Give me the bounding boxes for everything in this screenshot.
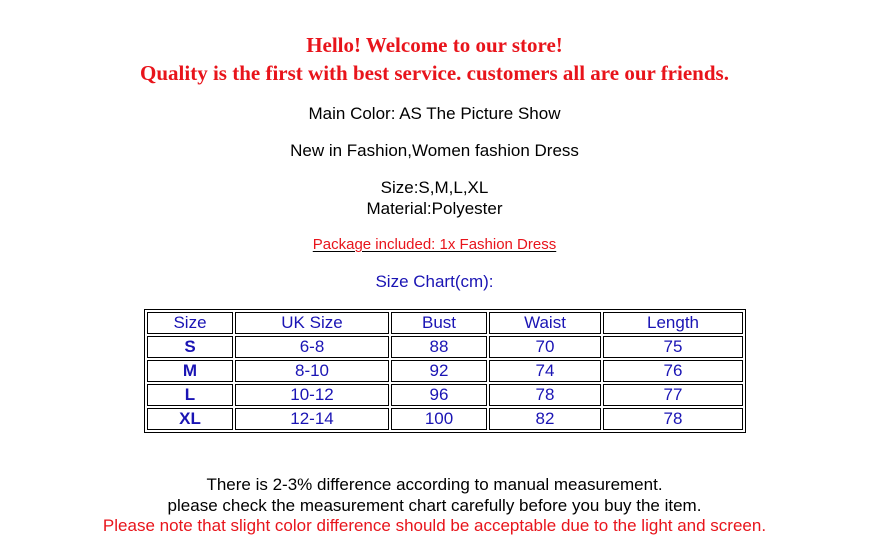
color-difference-note: Please note that slight color difference should be acceptable due to the light and screen.: [102, 516, 767, 535]
product-title: New in Fashion,Women fashion Dress: [290, 141, 579, 160]
table-cell: 8-10: [235, 360, 389, 382]
header-uk-size: UK Size: [235, 312, 389, 334]
table-row: [147, 384, 743, 406]
welcome-heading: Hello! Welcome to our store!: [306, 33, 563, 57]
table-row: [147, 336, 743, 358]
header-bust: Bust: [391, 312, 487, 334]
table-cell: L: [147, 384, 233, 406]
table-cell: 76: [603, 360, 743, 382]
table-row: [147, 408, 743, 430]
package-included-text: [0, 236, 869, 253]
table-cell: 74: [489, 360, 601, 382]
table-cell: XL: [147, 408, 233, 430]
table-cell: 10-12: [235, 384, 389, 406]
table-cell: 88: [391, 336, 487, 358]
measurement-difference-note: There is 2-3% difference according to manual measurement.: [206, 475, 663, 494]
header-length: Length: [603, 312, 743, 334]
table-cell: 75: [603, 336, 743, 358]
package-included-label: Package included: 1x Fashion Dress: [312, 236, 557, 253]
table-header-row: [147, 312, 743, 334]
table-cell: M: [147, 360, 233, 382]
check-chart-note: please check the measurement chart carefully before you buy the item.: [167, 496, 702, 515]
sizes-text: Size:S,M,L,XL: [380, 178, 489, 197]
size-chart-title: Size Chart(cm):: [375, 272, 494, 291]
header-size: Size: [147, 312, 233, 334]
table-cell: 12-14: [235, 408, 389, 430]
table-cell: 77: [603, 384, 743, 406]
table-cell: 78: [603, 408, 743, 430]
table-cell: 82: [489, 408, 601, 430]
table-cell: 92: [391, 360, 487, 382]
table-cell: 78: [489, 384, 601, 406]
table-row: [147, 360, 743, 382]
size-chart-table: [144, 309, 746, 433]
table-cell: S: [147, 336, 233, 358]
table-cell: 6-8: [235, 336, 389, 358]
main-color-text: Main Color: AS The Picture Show: [308, 104, 561, 123]
material-text: Material:Polyester: [366, 199, 503, 218]
table-cell: 70: [489, 336, 601, 358]
quality-slogan: Quality is the first with best service. customers all are our friends.: [140, 61, 729, 85]
table-cell: 96: [391, 384, 487, 406]
header-waist: Waist: [489, 312, 601, 334]
table-cell: 100: [391, 408, 487, 430]
